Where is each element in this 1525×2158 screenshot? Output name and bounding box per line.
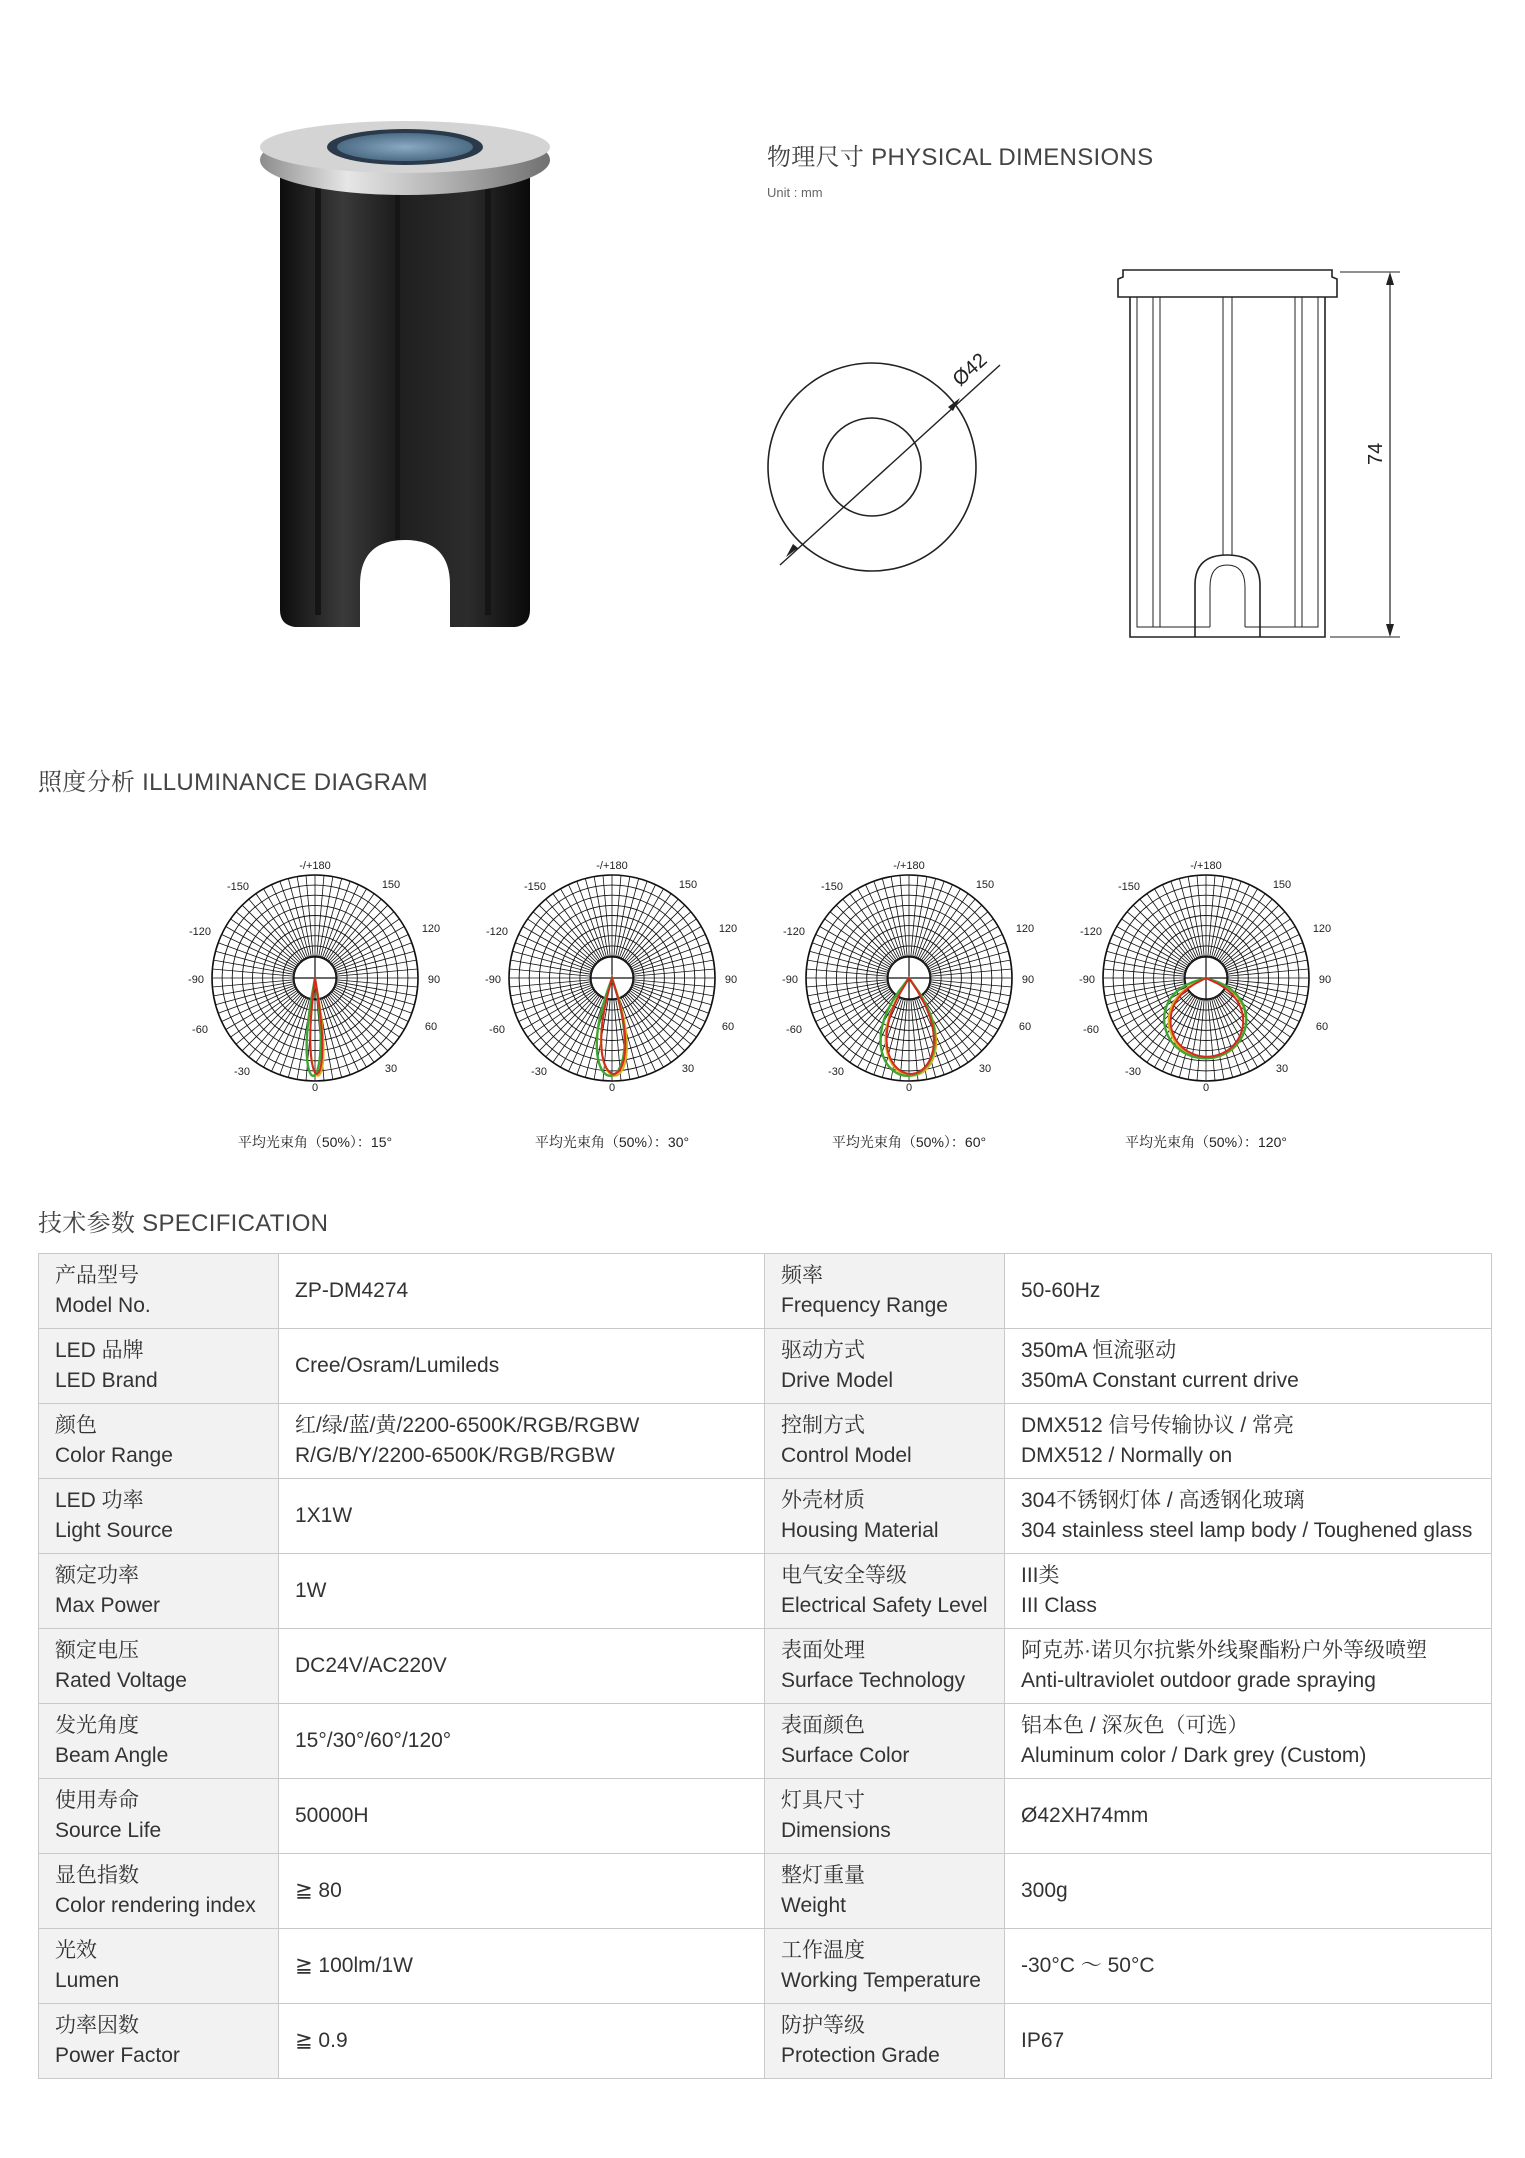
spec-value-left-text: 15°/30°/60°/120° bbox=[295, 1729, 452, 1752]
spec-value-left bbox=[279, 1779, 765, 1854]
spec-value-right-text: 300g bbox=[1021, 1879, 1068, 1902]
polar-spoke bbox=[323, 881, 351, 957]
spec-label-left-text: 功率因数 bbox=[55, 2014, 139, 2037]
spec-label-right bbox=[765, 1929, 1005, 2004]
spec-label-right-text: Weight bbox=[781, 1894, 846, 1917]
spec-label-right-text: 防护等级 bbox=[781, 2014, 865, 2037]
spec-value-right-text: Aluminum color / Dark grey (Custom) bbox=[1021, 1744, 1367, 1767]
polar-spoke bbox=[1214, 881, 1242, 957]
spec-value-right bbox=[1005, 1254, 1492, 1329]
spec-label-right-text: 工作温度 bbox=[781, 1939, 865, 1962]
polar-spoke bbox=[336, 986, 412, 1014]
polar-spoke bbox=[812, 943, 888, 971]
spec-value-right-text: 304 stainless steel lamp body / Toughened glass bbox=[1021, 1519, 1473, 1542]
spec-label-left-text: Color Range bbox=[55, 1444, 173, 1467]
spec-row bbox=[39, 1629, 1492, 1704]
angle-label: 120 bbox=[421, 923, 441, 935]
spec-value-left bbox=[279, 1404, 765, 1479]
polar-spoke bbox=[539, 994, 596, 1051]
spec-row bbox=[39, 1929, 1492, 2004]
spec-value-right-text: DMX512 信号传输协议 / 常亮 bbox=[1021, 1414, 1295, 1437]
spec-value-right bbox=[1005, 1404, 1492, 1479]
spec-value-right-text: 350mA 恒流驱动 bbox=[1021, 1339, 1177, 1362]
spec-label-left-text: 额定电压 bbox=[55, 1639, 139, 1662]
angle-label: -30 bbox=[828, 1066, 844, 1078]
polar-spoke bbox=[1214, 999, 1242, 1075]
spec-label-right-text: 整灯重量 bbox=[781, 1864, 865, 1887]
spec-row bbox=[39, 1404, 1492, 1479]
polar-diagram-3 bbox=[779, 860, 1039, 1130]
angle-label: 90 bbox=[1318, 974, 1332, 986]
polar-spoke bbox=[633, 943, 709, 971]
spec-label-left-text: LED Brand bbox=[55, 1369, 158, 1392]
angle-label: 150 bbox=[678, 879, 698, 891]
angle-label: -150 bbox=[1117, 881, 1141, 893]
polar-spoke bbox=[1171, 881, 1199, 957]
spec-label-left-text: LED 功率 bbox=[55, 1489, 144, 1512]
spec-value-left-text: 1X1W bbox=[295, 1504, 353, 1527]
polar-spoke bbox=[930, 986, 1006, 1014]
spec-label-left bbox=[39, 1329, 279, 1404]
spec-label-left-text: Model No. bbox=[55, 1294, 151, 1317]
spec-row bbox=[39, 2004, 1492, 2079]
spec-value-right-text: 阿克苏·诺贝尔抗紫外线聚酯粉户外等级喷塑 bbox=[1021, 1639, 1427, 1662]
angle-label: 60 bbox=[721, 1021, 735, 1033]
spec-value-right-text: 350mA Constant current drive bbox=[1021, 1369, 1299, 1392]
polar-spoke bbox=[336, 943, 412, 971]
spec-value-left-text: ≧ 100lm/1W bbox=[295, 1954, 413, 1977]
unit-label: Unit : mm bbox=[767, 185, 823, 200]
polar-spoke bbox=[1109, 943, 1185, 971]
spec-label-left-text: Color rendering index bbox=[55, 1894, 256, 1917]
polar-spoke bbox=[577, 881, 605, 957]
polar-spoke bbox=[1133, 994, 1190, 1051]
polar-spoke bbox=[874, 881, 902, 957]
top-view-drawing bbox=[760, 345, 1010, 575]
spec-value-right bbox=[1005, 1854, 1492, 1929]
spec-value-left bbox=[279, 1704, 765, 1779]
spec-row bbox=[39, 1779, 1492, 1854]
angle-label: 150 bbox=[381, 879, 401, 891]
angle-label: -60 bbox=[192, 1024, 208, 1036]
spec-value-left bbox=[279, 1254, 765, 1329]
spec-label-right bbox=[765, 1404, 1005, 1479]
spec-label-left-text: Beam Angle bbox=[55, 1744, 169, 1767]
spec-label-left bbox=[39, 1254, 279, 1329]
spec-value-left-text: 1W bbox=[295, 1579, 327, 1602]
polar-spoke bbox=[323, 999, 351, 1075]
polar-spoke bbox=[925, 905, 982, 962]
angle-label: -60 bbox=[489, 1024, 505, 1036]
polar-caption-2: 平均光束角（50%）：30° bbox=[534, 1134, 690, 1150]
spec-value-right bbox=[1005, 1929, 1492, 2004]
angle-label: -120 bbox=[485, 926, 509, 938]
spec-label-right bbox=[765, 1254, 1005, 1329]
angle-label: 60 bbox=[1315, 1021, 1329, 1033]
polar-spoke bbox=[930, 943, 1006, 971]
spec-label-right bbox=[765, 1479, 1005, 1554]
angle-label: -90 bbox=[782, 974, 798, 986]
spec-label-left-text: 发光角度 bbox=[55, 1714, 139, 1737]
spec-label-right bbox=[765, 2004, 1005, 2079]
angle-label: -90 bbox=[1079, 974, 1095, 986]
angle-label: -/+180 bbox=[596, 860, 628, 872]
polar-spoke bbox=[280, 881, 308, 957]
polar-spoke bbox=[280, 999, 308, 1075]
spec-label-right-text: Housing Material bbox=[781, 1519, 939, 1542]
spec-label-left-text: 颜色 bbox=[55, 1414, 97, 1437]
spec-label-right bbox=[765, 1704, 1005, 1779]
spec-value-right-text: 304不锈钢灯体 / 高透钢化玻璃 bbox=[1021, 1489, 1305, 1512]
spec-row bbox=[39, 1554, 1492, 1629]
spec-value-right bbox=[1005, 1554, 1492, 1629]
spec-title: 技术参数 SPECIFICATION bbox=[38, 1210, 329, 1237]
spec-label-left-text: Power Factor bbox=[55, 2044, 180, 2067]
polar-spoke bbox=[1133, 905, 1190, 962]
spec-value-right bbox=[1005, 1779, 1492, 1854]
spec-value-right-text: III类 bbox=[1021, 1564, 1060, 1587]
angle-label: 120 bbox=[718, 923, 738, 935]
polar-spoke bbox=[1227, 943, 1303, 971]
polar-spoke bbox=[539, 905, 596, 962]
spec-value-right-text: Anti-ultraviolet outdoor grade spraying bbox=[1021, 1669, 1376, 1692]
polar-spoke bbox=[917, 881, 945, 957]
angle-label: -150 bbox=[523, 881, 547, 893]
spec-label-left bbox=[39, 1554, 279, 1629]
spec-label-right-text: Drive Model bbox=[781, 1369, 894, 1392]
spec-label-right bbox=[765, 1779, 1005, 1854]
spec-label-left bbox=[39, 1404, 279, 1479]
spec-label-left-text: 光效 bbox=[55, 1939, 97, 1962]
spec-table bbox=[38, 1253, 1492, 2079]
angle-label: -150 bbox=[226, 881, 250, 893]
spec-label-left-text: 显色指数 bbox=[55, 1864, 139, 1887]
spec-label-left-text: Rated Voltage bbox=[55, 1669, 187, 1692]
angle-label: 90 bbox=[427, 974, 441, 986]
dimensions-title: 物理尺寸 PHYSICAL DIMENSIONS bbox=[767, 144, 1154, 171]
spec-value-right bbox=[1005, 1704, 1492, 1779]
spec-label-left bbox=[39, 1929, 279, 2004]
spec-label-right-text: Frequency Range bbox=[781, 1294, 948, 1317]
spec-value-left-text: 红/绿/蓝/黄/2200-6500K/RGB/RGBW bbox=[295, 1414, 640, 1437]
spec-value-right-text: 50-60Hz bbox=[1021, 1279, 1101, 1302]
angle-label: -30 bbox=[234, 1066, 250, 1078]
spec-label-left-text: 额定功率 bbox=[55, 1564, 139, 1587]
spec-label-right-text: Control Model bbox=[781, 1444, 912, 1467]
polar-spoke bbox=[628, 905, 685, 962]
spec-value-right-text: DMX512 / Normally on bbox=[1021, 1444, 1233, 1467]
angle-label: -60 bbox=[786, 1024, 802, 1036]
spec-row bbox=[39, 1854, 1492, 1929]
spec-value-left-text: DC24V/AC220V bbox=[295, 1654, 447, 1677]
spec-value-left-text: ≧ 0.9 bbox=[295, 2029, 348, 2052]
angle-label: 0 bbox=[905, 1082, 913, 1094]
angle-label: 120 bbox=[1312, 923, 1332, 935]
angle-label: 60 bbox=[1018, 1021, 1032, 1033]
spec-row bbox=[39, 1704, 1492, 1779]
polar-diagrams bbox=[0, 860, 1525, 1170]
spec-label-right bbox=[765, 1629, 1005, 1704]
angle-label: 150 bbox=[1272, 879, 1292, 891]
spec-label-left bbox=[39, 1704, 279, 1779]
diameter-label: Ø42 bbox=[948, 349, 992, 391]
angle-label: 90 bbox=[1021, 974, 1035, 986]
angle-label: 60 bbox=[424, 1021, 438, 1033]
angle-label: 90 bbox=[724, 974, 738, 986]
spec-label-left-text: LED 品牌 bbox=[55, 1339, 144, 1362]
angle-label: -120 bbox=[1079, 926, 1103, 938]
spec-value-left-text: ZP-DM4274 bbox=[295, 1279, 409, 1302]
spec-label-right-text: Working Temperature bbox=[781, 1969, 981, 1992]
spec-value-right-text: Ø42XH74mm bbox=[1021, 1804, 1149, 1827]
spec-label-right-text: Surface Technology bbox=[781, 1669, 966, 1692]
spec-value-left bbox=[279, 1479, 765, 1554]
polar-spoke bbox=[1222, 905, 1279, 962]
spec-label-right-text: 表面处理 bbox=[781, 1639, 865, 1662]
spec-label-right-text: Protection Grade bbox=[781, 2044, 940, 2067]
spec-label-left bbox=[39, 1854, 279, 1929]
spec-label-left-text: Max Power bbox=[55, 1594, 161, 1617]
spec-label-left-text: Source Life bbox=[55, 1819, 162, 1842]
spec-value-left bbox=[279, 1329, 765, 1404]
angle-label: -30 bbox=[1125, 1066, 1141, 1078]
spec-label-left bbox=[39, 1629, 279, 1704]
spec-label-right-text: 驱动方式 bbox=[781, 1339, 865, 1362]
spec-value-left bbox=[279, 2004, 765, 2079]
spec-label-left-text: 产品型号 bbox=[55, 1264, 139, 1287]
angle-label: -90 bbox=[188, 974, 204, 986]
polar-spoke bbox=[218, 986, 294, 1014]
product-photo bbox=[255, 115, 555, 640]
spec-value-right-text: IP67 bbox=[1021, 2029, 1065, 2052]
spec-label-right-text: Electrical Safety Level bbox=[781, 1594, 988, 1617]
spec-label-right-text: 表面颜色 bbox=[781, 1714, 865, 1737]
angle-label: -150 bbox=[820, 881, 844, 893]
angle-label: 0 bbox=[1202, 1082, 1210, 1094]
spec-label-left bbox=[39, 1479, 279, 1554]
spec-value-right bbox=[1005, 2004, 1492, 2079]
spec-value-left-text: Cree/Osram/Lumileds bbox=[295, 1354, 500, 1377]
angle-label: 30 bbox=[1275, 1063, 1289, 1075]
polar-diagram-1 bbox=[185, 860, 445, 1130]
spec-value-left-text: R/G/B/Y/2200-6500K/RGB/RGBW bbox=[295, 1444, 615, 1467]
spec-value-right-text: 铝本色 / 深灰色（可选） bbox=[1021, 1714, 1249, 1737]
polar-spoke bbox=[812, 986, 888, 1014]
spec-value-left bbox=[279, 1554, 765, 1629]
angle-label: -90 bbox=[485, 974, 501, 986]
height-label: 74 bbox=[1365, 442, 1387, 465]
spec-value-right bbox=[1005, 1629, 1492, 1704]
spec-label-right-text: 外壳材质 bbox=[781, 1489, 865, 1512]
spec-row bbox=[39, 1479, 1492, 1554]
spec-value-left-text: ≧ 80 bbox=[295, 1879, 342, 1902]
spec-value-right bbox=[1005, 1479, 1492, 1554]
spec-label-left bbox=[39, 1779, 279, 1854]
polar-spoke bbox=[1109, 986, 1185, 1014]
polar-diagram-2 bbox=[482, 860, 742, 1130]
polar-spoke bbox=[242, 994, 299, 1051]
spec-value-right-text: -30°C ～ 50°C bbox=[1021, 1954, 1155, 1977]
spec-label-left-text: Light Source bbox=[55, 1519, 173, 1542]
angle-label: 150 bbox=[975, 879, 995, 891]
spec-value-left bbox=[279, 1929, 765, 2004]
spec-label-right-text: 频率 bbox=[781, 1264, 823, 1287]
side-view-drawing bbox=[1115, 265, 1405, 645]
angle-label: 120 bbox=[1015, 923, 1035, 935]
spec-label-right-text: Dimensions bbox=[781, 1819, 891, 1842]
spec-value-left bbox=[279, 1854, 765, 1929]
polar-spoke bbox=[620, 881, 648, 957]
polar-spoke bbox=[331, 994, 388, 1051]
spec-row bbox=[39, 1329, 1492, 1404]
angle-label: 30 bbox=[978, 1063, 992, 1075]
angle-label: 0 bbox=[311, 1082, 319, 1094]
polar-spoke bbox=[628, 994, 685, 1051]
angle-label: -/+180 bbox=[1190, 860, 1222, 872]
spec-value-right-text: III Class bbox=[1021, 1594, 1097, 1617]
spec-value-left bbox=[279, 1629, 765, 1704]
angle-label: -/+180 bbox=[893, 860, 925, 872]
polar-caption-3: 平均光束角（50%）：60° bbox=[831, 1134, 987, 1150]
spec-value-right bbox=[1005, 1329, 1492, 1404]
polar-caption-4: 平均光束角（50%）：120° bbox=[1125, 1134, 1287, 1150]
spec-value-left-text: 50000H bbox=[295, 1804, 369, 1827]
polar-spoke bbox=[242, 905, 299, 962]
spec-row bbox=[39, 1254, 1492, 1329]
polar-spoke bbox=[515, 986, 591, 1014]
polar-caption-1: 平均光束角（50%）：15° bbox=[237, 1134, 393, 1150]
spec-label-left-text: Lumen bbox=[55, 1969, 120, 1992]
angle-label: -120 bbox=[782, 926, 806, 938]
polar-spoke bbox=[218, 943, 294, 971]
spec-label-right bbox=[765, 1329, 1005, 1404]
spec-label-right bbox=[765, 1554, 1005, 1629]
polar-diagram-4 bbox=[1076, 860, 1336, 1130]
spec-label-left-text: 使用寿命 bbox=[55, 1789, 139, 1812]
angle-label: -120 bbox=[188, 926, 212, 938]
spec-label-right-text: 灯具尺寸 bbox=[781, 1789, 865, 1812]
illuminance-title: 照度分析 ILLUMINANCE DIAGRAM bbox=[38, 769, 428, 796]
angle-label: 30 bbox=[681, 1063, 695, 1075]
polar-spoke bbox=[633, 986, 709, 1014]
angle-label: -/+180 bbox=[299, 860, 331, 872]
polar-spoke bbox=[331, 905, 388, 962]
spec-label-right-text: 控制方式 bbox=[781, 1414, 865, 1437]
spec-label-right bbox=[765, 1854, 1005, 1929]
spec-label-right-text: Surface Color bbox=[781, 1744, 910, 1767]
spec-label-right-text: 电气安全等级 bbox=[781, 1564, 907, 1587]
angle-label: 30 bbox=[384, 1063, 398, 1075]
polar-spoke bbox=[1222, 994, 1279, 1051]
polar-spoke bbox=[836, 905, 893, 962]
polar-spoke bbox=[515, 943, 591, 971]
angle-label: -30 bbox=[531, 1066, 547, 1078]
angle-label: 0 bbox=[608, 1082, 616, 1094]
spec-label-left bbox=[39, 2004, 279, 2079]
angle-label: -60 bbox=[1083, 1024, 1099, 1036]
